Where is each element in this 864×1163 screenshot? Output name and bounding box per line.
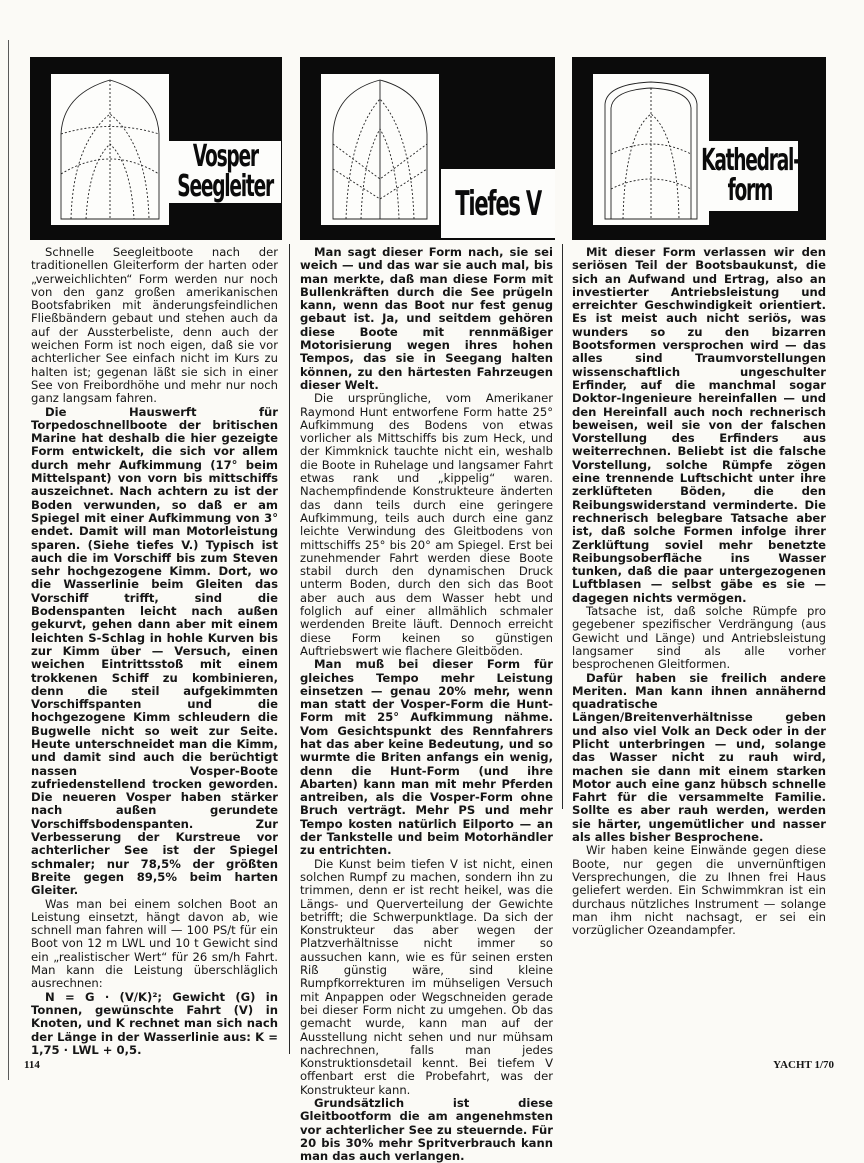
paragraph: Die Hauswerft für Torpedoschnellboote der britischen Marine hat deshalb die hier gezeigte Form entwickelt, die sich vor allem durch mehr Aufkimmung (17° beim Mittelspant) von vorn bis mittschiffs auszeichnet. Nach achtern zu ist der Boden verwunden, so daß er am Spiegel mit einer Aufkimmung von 3° endet. Damit will man Motorleistung sparen. (Siehe tiefes V.) Typisch ist auch die im Vorschiff bis zum Steven sehr hochgezogene Kimm. Dort, wo die Wasserlinie beim Gleiten das Vorschiff trifft, sind die Bodenspanten leicht nach außen gekurvt, gehen dann aber mit einem leichten S-Schlag in hohle Kurven bis zur Kimm über — Versuch, einen weichen Eintrittsstoß mit einem trokkenen Schiff zu kombinieren, denn die steil aufgekimmten Vorschiffspanten und die hochgezogene Kimm schleudern die Bugwelle nicht so weit zur Seite. Heute unterschneidet man die Kimm, und damit sind auch die berüchtigt nassen Vosper-Boote zufriedenstellend trocken geworden. Die neueren Vosper haben stärker nach außen gerundete Vorschiffsbodenspanten. Zur Verbesserung der Kurstreue vor achterlicher See ist der Spiegel schmaler; nur 78,5% der größten Breite gegen 89,5% beim harten Gleiter.: [31, 404, 278, 898]
title-line: Kathedral-: [700, 143, 800, 178]
paragraph: Grundsätzlich ist diese Gleitbootform die am angenehmsten vor achterlicher See zu steuernde. Für 20 bis 30% mehr Spritverbrauch kann man das auch verlangen.: [300, 1096, 553, 1163]
page-number: 114: [24, 1059, 40, 1071]
title-line: Vosper: [192, 139, 258, 174]
title-line: form: [727, 173, 773, 208]
article-column-1: [31, 246, 278, 1057]
header-vosper-seegleiter: [30, 57, 282, 240]
paragraph: Wir haben keine Einwände gegen diese Boote, nur gegen die unvernünftigen Versprechungen, die zu Ihnen frei Haus geliefert werden. Ein Schwimmkran ist ein durchaus nützliches Instrument — solange man ihm nicht nachsagt, er sei ein vorzüglicher Ozeandampfer.: [572, 843, 826, 938]
paragraph: Die Kunst beim tiefen V ist nicht, einen solchen Rumpf zu machen, sondern ihn zu trimmen, denn er ist recht heikel, was die Längs- und Querverteilung der Gewichte betrifft; die Schwerpunktlage. Da sich der Konstrukteur das aber wegen der Platzverhältnisse nicht immer so aussuchen kann, wie es für seinen ersten Riß günstig wäre, sind kleine Rumpfkorrekturen im mühseligen Versuch mit Anpappen oder Wegschneiden gerade bei dieser Form nicht zu umgehen. Ob das gemacht wurde, kann man auf der Ausstellung nicht sehen und nur mühsam nachrechnen, falls man jedes Konstruktionsdetail kennt. Bei tiefem V offenbart erst die Probefahrt, was der Konstrukteur kann.: [300, 856, 553, 1097]
header-tiefes-v: [300, 57, 555, 240]
title-line: Tiefes V: [455, 183, 541, 224]
paragraph: Mit dieser Form verlassen wir den seriösen Teil der Bootsbaukunst, die sich an Aufwand und Ertrag, also an investierter Antriebsleistung und erreichter Geschwindigkeit orientiert. Es ist meist auch nicht seriös, was wunders so zu den bizarren Bootsformen versprochen wird — das alles sind Traumvorstellungen wissenschaftlich ungeschulter Erfinder, auf die manchmal sogar Doktor-Ingenieure hereinfallen — und den Hereinfall auch noch rechnerisch beweisen, weil sie von der falschen Vorstellung des Erfinders aus weiterrechnen. Beliebt ist die falsche Vorstellung, solche Rümpfe zögen eine trennende Luftschicht unter ihre zerklüfteten Böden, die den Reibungswiderstand verminderte. Die rechnerisch belegbare Tatsache aber ist, daß solche Formen infolge ihrer Zerklüftung soviel mehr benetzte Reibungsoberfläche ins Wasser tunken, daß die paar untergezogenen Luftblasen — selbst gäbe es sie — dagegen nichts vermögen.: [572, 245, 826, 605]
title-line: Seegleiter: [177, 169, 273, 204]
column-divider: [289, 244, 290, 1054]
paragraph: N = G · (V/K)²; Gewicht (G) in Tonnen, gewünschte Fahrt (V) in Knoten, und K rechnet man sich nach der Länge in der Wasserlinie aus: K = 1,75 · LWL + 0,5.: [31, 989, 278, 1057]
section-title: [702, 141, 798, 211]
paragraph: Was man bei einem solchen Boot an Leistung einsetzt, hängt davon ab, wie schnell man fahren will — 100 PS/t für ein Boot von 12 m LWL und 10 t Gewicht sind ein „realistischer Wert“ für 26 sm/h Fahrt. Man kann die Leistung überschläglich ausrechnen:: [31, 896, 278, 991]
hull-section-icon: [321, 74, 439, 225]
paragraph: Man sagt dieser Form nach, sie sei weich — und das war sie auch mal, bis man merkte, daß man diese Form mit Bullenkräften durch die See prügeln kann, wenn das Boot nur fest genug gebaut ist. Ja, und seitdem gehören diese Boote mit rennmäßiger Motorisierung wegen ihres hohen Tempos, das sie in Seegang halten können, zu den härtesten Fahrzeugen dieser Welt.: [300, 245, 553, 392]
paragraph: Schnelle Seegleitboote nach der traditionellen Gleiterform der harten oder „verweichlichten“ Form werden nur noch von den ganz großen amerikanischen Bootsfabriken mit änderungsfeindlichen Fließbändern gebaut und stehen auch da auf der Aussterbeliste, denn auch der weichen Form ist noch eigen, daß sie vor achterlicher See einfach nicht im Kurs zu halten ist; gegenan läßt sie sich in einer See von Freibordhöhe und mehr nur noch ganz langsam fahren.: [31, 245, 278, 406]
header-kathedralform: [572, 57, 826, 240]
article-column-2: [300, 246, 553, 1163]
paragraph: Die ursprüngliche, vom Amerikaner Raymond Hunt entworfene Form hatte 25° Aufkimmung des Bodens von etwas vorlicher als Mittschiffs bis zum Heck, und der Kimmknick tauchte nicht ein, weshalb die Boote in Ruhelage und langsamer Fahrt etwas rank und „kippelig“ waren. Nachempfindende Konstrukteure änderten das dann teils durch eine geringere Aufkimmung, teils auch durch eine ganz leichte Verwindung des Gleitbodens von mittschiffs 25° bis 20° am Spiegel. Erst bei zunehmender Fahrt werden diese Boote stabil durch den dynamischen Druck unterm Boden, durch den sich das Boot aber auch aus dem Wasser hebt und folglich auf einer allmählich schmaler werdenden Breite läuft. Dennoch erreicht diese Form keinen so günstigen Auftriebswert wie flachere Gleitböden.: [300, 391, 553, 658]
column-divider: [562, 244, 563, 809]
magazine-issue: YACHT 1/70: [773, 1059, 834, 1071]
paragraph: Tatsache ist, daß solche Rümpfe pro gegebener spezifischer Verdrängung (aus Gewicht und Länge) und Antriebsleistung langsamer sind als alle vorher besprochenen Gleitformen.: [572, 604, 826, 672]
hull-section-icon: [593, 74, 709, 225]
paragraph: Dafür haben sie freilich andere Meriten. Man kann ihnen annähernd quadratische Längen/Breitenverhältnisse geben und also viel Volk an Deck oder in der Plicht unterbringen — und, solange das Wasser nicht zu rauh wird, machen sie dann mit einem starken Motor auch eine ganz hübsch schnelle Fahrt für die versammelte Familie. Sollte es aber rauh werden, werden sie härter, ungemütlicher und nasser als alles bisher Besprochene.: [572, 670, 826, 845]
paragraph: Man muß bei dieser Form für gleiches Tempo mehr Leistung einsetzen — genau 20% mehr, wenn man statt der Vosper-Form die Hunt-Form mit 25° Aufkimmung nähme. Vom Gesichtspunkt des Rennfahrers hat das aber keine Bedeutung, und so wurmte die Briten anfangs ein wenig, denn die Hunt-Form (und ihre Abarten) kann man mit mehr Pferden antreiben, als die Vosper-Form ohne Bruch verträgt. Mehr PS und mehr Tempo kosten natürlich Eilporto — an der Tankstelle und beim Motorhändler zu entrichten.: [300, 657, 553, 858]
hull-section-icon: [51, 74, 169, 225]
article-column-3: [572, 246, 826, 937]
scan-edge-line: [8, 40, 9, 1080]
section-title: [169, 141, 281, 203]
section-title: [441, 169, 555, 238]
